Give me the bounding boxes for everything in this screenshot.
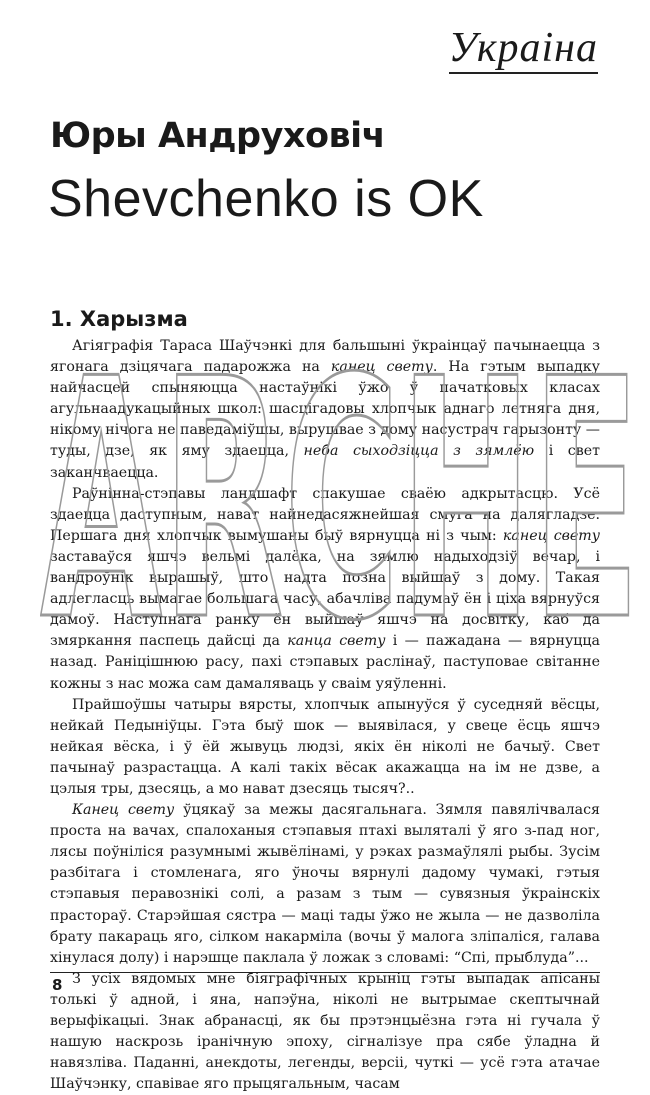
paragraph: [50, 800, 600, 969]
text-run: Агіяграфія Тараса Шаўчэнкі для бальшыні ўкраінцаў пачынаецца з ягонага дзіцячага падарожжа на: [50, 338, 600, 376]
footer-rule: [50, 972, 600, 973]
paragraph: [50, 969, 600, 1095]
page-number: 8: [52, 976, 63, 994]
italic-phrase: канец свету: [330, 359, 433, 376]
text-run: і — пажадана — вярнуцца назад. Раніцішнюю расу, пахі стэпавых раслінаў, паступовае світанне кожны з нас можа сам дамаляваць у сваім уяўленні.: [50, 633, 600, 692]
country-heading: Украіна: [449, 26, 598, 74]
italic-phrase: канец свету: [502, 527, 600, 544]
paragraph: [50, 484, 600, 695]
italic-phrase: канца свету: [287, 633, 386, 650]
text-run: Раўнінна-стэпавы ландшафт спакушае сваёю адкрытасцю. Усё здаецца даступным, нават найнедасяжнейшая смуга на далягладзе. Першага дня хлопчык вымушаны быў вярнуцца ні з чым:: [50, 485, 600, 544]
section-heading: 1. Харызма: [50, 307, 188, 331]
author-name: Юры Андруховіч: [50, 116, 386, 156]
paragraph: [50, 336, 600, 484]
svg-text:ARCHE: ARCHE: [40, 309, 640, 693]
text-run: ўцякаў за межы дасягальнага. Зямля павялічвалася проста на вачах, спалоханыя стэпавыя птахі выляталі ў яго з-пад ног, лясы поўніліся разумнымі жывёлінамі, у рэках размаўлялі рыбы. Зусім разбітага і стомленага, яго ўночы вярнулі дадому чумакі, гэтыя стэпавыя перавознікі солі, а разам з тым — сувязныя ўкраінскіх прастораў. Старэйшая сястра — маці тады ўжо не жыла — не дазволіла брату пакараць яго, сілком накарміла (вочы ў малога зліпаліся, галава хінулася долу) і нарэшце паклала ў ложак з словамі: “Спі, прыблуда”...: [50, 802, 601, 966]
text-run: і свет заканчваецца.: [50, 443, 600, 481]
text-run: З усіх вядомых мне біяграфічных крыніц гэты выпадак апісаны толькі ў адной, і яна, напэўна, ніколі не вытрымае скептычнай верыфікацыі. Знак абранасці, як бы прэтэнцыёзна гэта ні гучала ў нашую наскрозь іранічную эпоху, сігналізуе пра сябе ўладна й навязліва. Паданні, анекдоты, легенды, версіі, чуткі — усё гэта атачае Шаўчэнку, спавівае яго прыцягальным, часам: [50, 970, 600, 1093]
paragraph: [50, 695, 600, 800]
text-run: Прайшоўшы чатыры вярсты, хлопчык апынуўся ў суседняй вёсцы, нейкай Педынiўцы. Гэта быў шок — выявілася, у свеце ёсць яшчэ нейкая вёска, і ў ёй жывуць людзі, якіх ён ніколі не бачыў. Свет пачынаў разрастацца. А калі такіх вёсак акажацца на ім не дзве, а цэлыя тры, дзесяць, а мо нават дзесяць тысяч?..: [50, 696, 600, 797]
article-title: Shevchenko is OK: [48, 170, 484, 228]
italic-phrase: Канец свету: [72, 802, 175, 819]
article-body: [50, 336, 600, 1095]
italic-phrase: неба сыходзіцца з зямлёю: [303, 443, 535, 460]
text-run: . На гэтым выпадку найчасцей спыняюцца настаўнікі ўжо ў пачатковых класах агульнаадукацыйных школ: шасцігадовы хлопчык аднаго летняга дня, нікому нічога не паведаміўшы, вырушвае з дому насустрач гарызонту — туды, дзе, як яму здаецца,: [50, 359, 600, 460]
text-run: заставаўся яшчэ вельмі далёка, на зямлю надыходзіў вечар, і вандроўнік вырашыў, што надта позна выйшаў з дому. Такая адлегласць вымагае большага часу, абачліва падумаў ён і ціха вярнуўся дамоў. Наступнага ранку ён выйшаў яшчэ на досвітку, каб да змяркання паспець дайсці да: [50, 548, 600, 650]
